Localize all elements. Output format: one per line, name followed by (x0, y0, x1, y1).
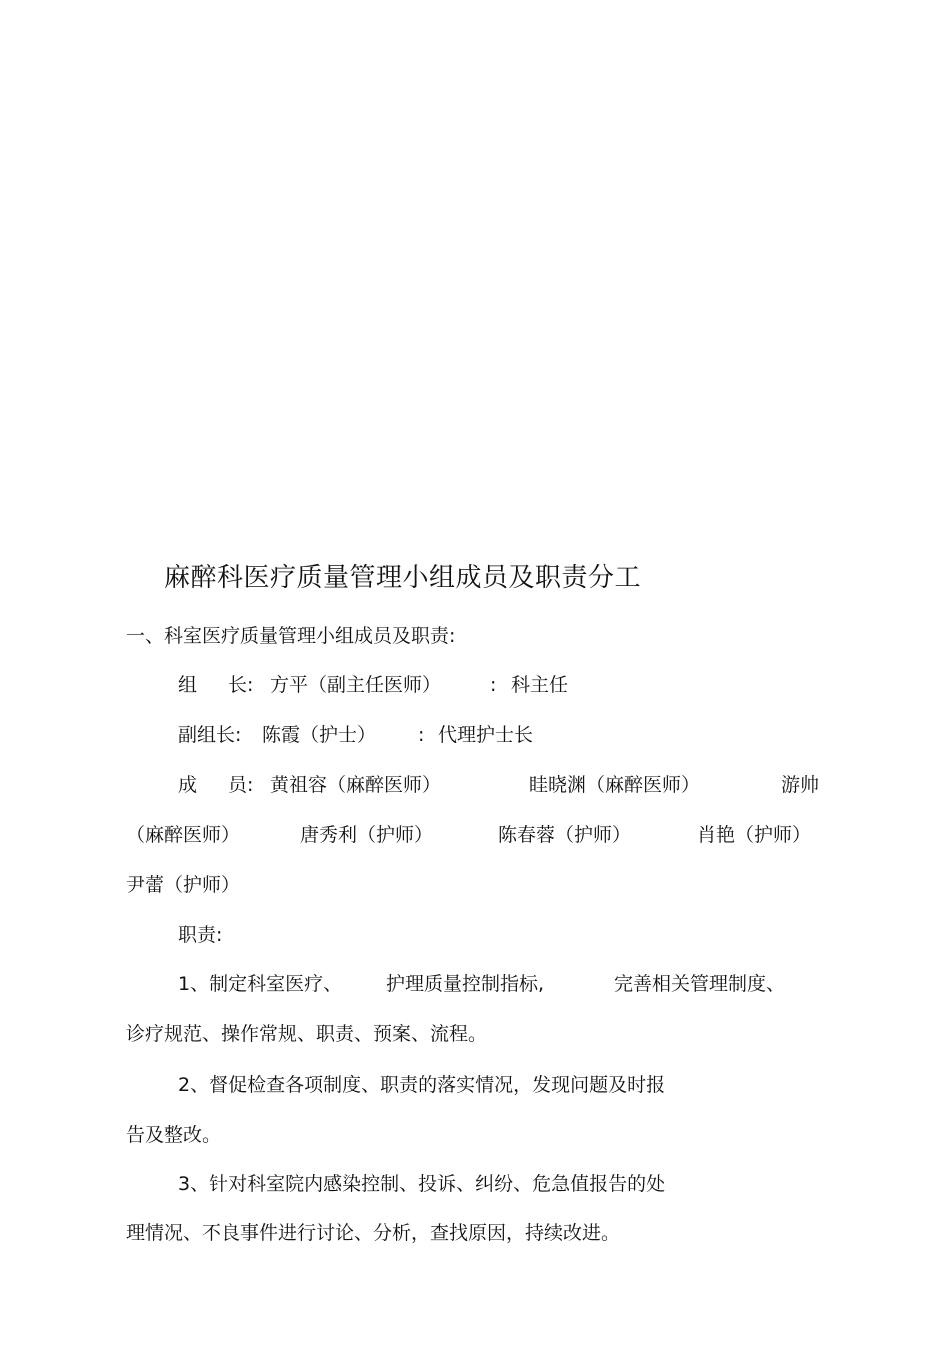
leader-name: 方平（副主任医师） (270, 674, 442, 696)
member-7: 尹蕾（护师） (126, 874, 241, 896)
duty-2-cont: 告及整改。 (126, 1124, 222, 1146)
duty-3-cont: 理情况、不良事件进行讨论、分析，查找原因，持续改进。 (126, 1222, 621, 1244)
deputy-label: 副组长: (178, 724, 242, 746)
duty-3-text: 3、针对科室院内感染控制、投诉、纠纷、危急值报告的处 (178, 1173, 666, 1195)
member-5: 陈春蓉（护师） (498, 824, 632, 846)
member-6: 肖艳（护师） (697, 824, 812, 846)
duty-1-cont: 诊疗规范、操作常规、职责、预案、流程。 (126, 1023, 488, 1045)
duty-1-part-3: 完善相关管理制度、 (614, 973, 786, 995)
duty-1-part-1: 1、制定科室医疗、 (178, 973, 343, 995)
duty-2-text: 2、督促检查各项制度、职责的落实情况，发现问题及时报 (178, 1074, 666, 1096)
leader-role: 科主任 (511, 674, 569, 696)
leader-label-b: 长: (228, 674, 254, 696)
deputy-colon: : (418, 724, 425, 746)
members-label-b: 员: (228, 774, 254, 796)
member-3-name: 游帅 (781, 774, 820, 796)
member-3-title: （麻醉医师） (126, 824, 241, 846)
deputy-role: 代理护士长 (438, 724, 534, 746)
member-2: 眭晓渊（麻醉医师） (529, 774, 701, 796)
section-heading: 一、科室医疗质量管理小组成员及职责: (126, 625, 456, 647)
member-4: 唐秀利（护师） (300, 824, 434, 846)
duties-label: 职责: (178, 924, 223, 946)
document-title: 麻醉科医疗质量管理小组成员及职责分工 (164, 563, 642, 593)
leader-label-a: 组 (178, 674, 198, 696)
member-1: 黄祖容（麻醉医师） (270, 774, 442, 796)
duty-1-part-2: 护理质量控制指标, (386, 973, 545, 995)
leader-colon: : (490, 674, 497, 696)
deputy-name: 陈霞（护士） (262, 724, 377, 746)
members-label-a: 成 (178, 774, 198, 796)
